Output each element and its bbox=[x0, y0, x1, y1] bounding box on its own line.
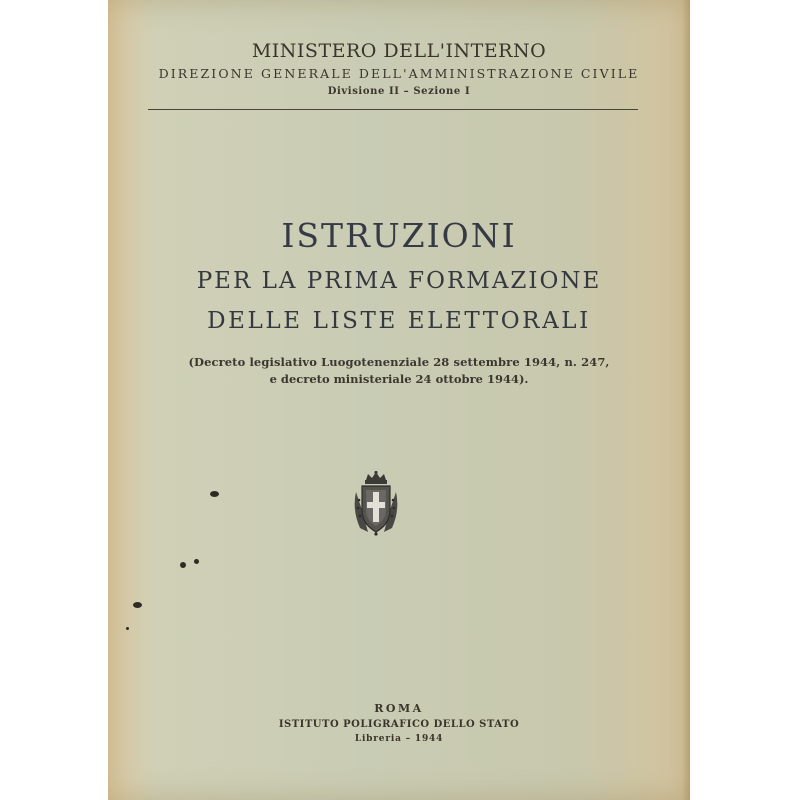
divisione-heading: Divisione II – Sezione I bbox=[327, 86, 471, 97]
document-subtitle-line1: PER LA PRIMA FORMAZIONE bbox=[196, 268, 602, 294]
ink-stain bbox=[194, 559, 199, 564]
document-subtitle-line2: DELLE LISTE ELETTORALI bbox=[207, 308, 591, 334]
document-title: ISTRUZIONI bbox=[281, 216, 517, 255]
coat-of-arms-icon bbox=[348, 470, 404, 536]
ministry-heading: MINISTERO DELL'INTERNO bbox=[251, 40, 547, 62]
page-edge bbox=[682, 0, 690, 800]
imprint-publisher: ISTITUTO POLIGRAFICO DELLO STATO bbox=[278, 719, 520, 730]
decree-reference-line1: (Decreto legislativo Luogotenenziale 28 settembre 1944, n. 247, bbox=[188, 355, 610, 369]
ink-stain bbox=[210, 491, 219, 497]
direzione-heading: DIREZIONE GENERALE DELL'AMMINISTRAZIONE CIVILE bbox=[158, 66, 640, 81]
header-divider bbox=[148, 109, 638, 110]
decree-reference-line2: e decreto ministeriale 24 ottobre 1944). bbox=[269, 372, 529, 386]
imprint-libreria: Libreria – 1944 bbox=[354, 734, 444, 744]
imprint-city: ROMA bbox=[374, 702, 424, 715]
ink-stain bbox=[133, 602, 142, 608]
ink-stain bbox=[126, 627, 129, 630]
ink-stain bbox=[180, 562, 186, 568]
document-cover bbox=[108, 0, 690, 800]
